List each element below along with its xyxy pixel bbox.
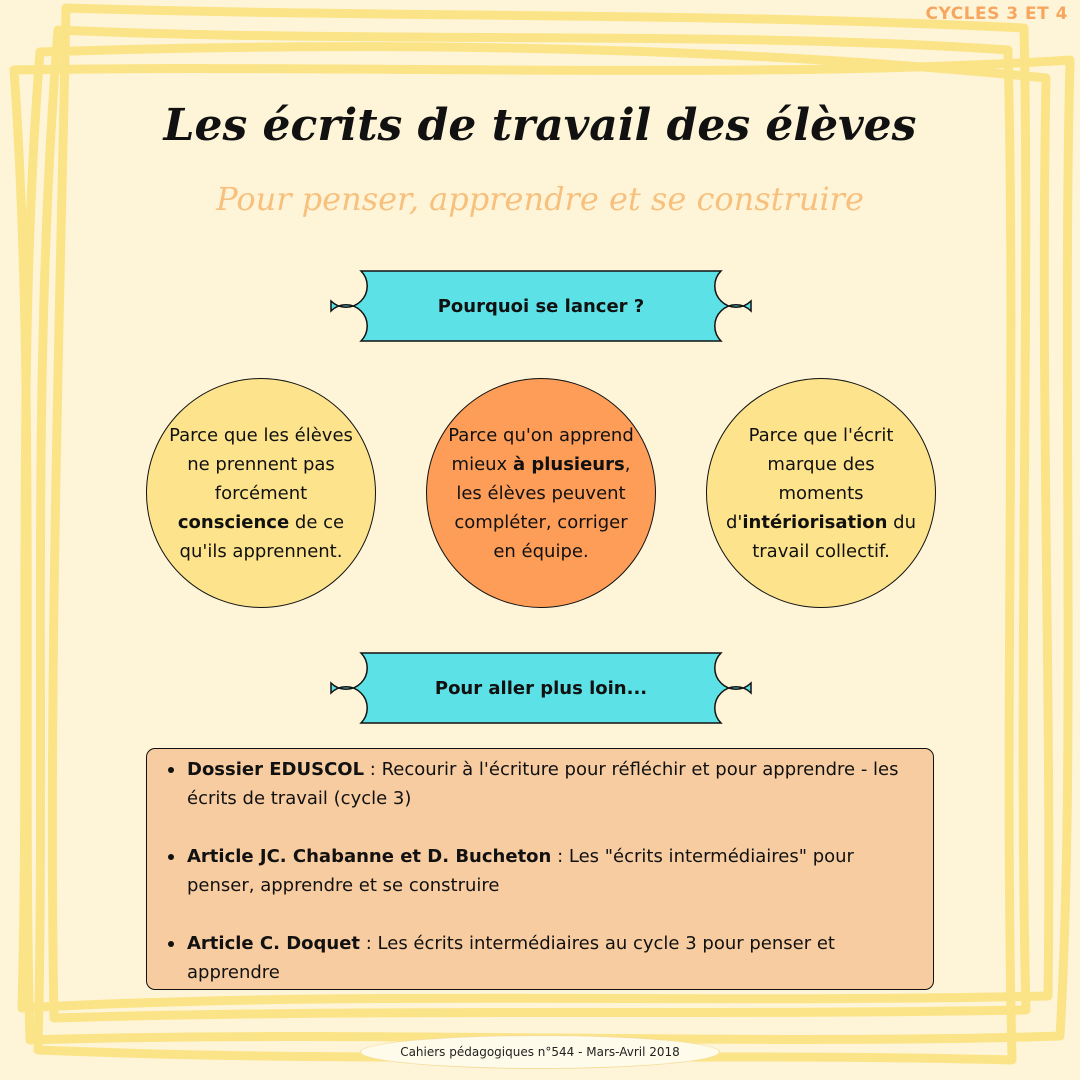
references-list [187, 755, 917, 987]
reference-item[interactable]: Article C. Doquet : Les écrits intermédiaires au cycle 3 pour penser et apprendre [187, 929, 917, 987]
banner-label: Pourquoi se lancer ? [437, 295, 645, 317]
cycle-tag: CYCLES 3 ET 4 [925, 4, 1068, 24]
reason-circle-1 [146, 378, 376, 608]
banner-pourquoi [330, 270, 752, 342]
reference-item[interactable]: Article JC. Chabanne et D. Bucheton : Les "écrits intermédiaires" pour penser, apprendre et se construire [187, 842, 917, 900]
reason-circle-3 [706, 378, 936, 608]
page-title: Les écrits de travail des élèves [163, 100, 917, 151]
reason-text: Parce qu'on apprend mieux à plusieurs, les élèves peuvent compléter, corriger en équipe. [448, 424, 634, 562]
banner-plus-loin [330, 652, 752, 724]
references-box [146, 748, 934, 990]
page-subtitle: Pour penser, apprendre et se construire [216, 180, 864, 218]
reason-text: Parce que les élèves ne prennent pas forcément conscience de ce qu'ils apprennent. [169, 424, 353, 562]
reason-text: Parce que l'écrit marque des moments d'intériorisation du travail collectif. [725, 424, 916, 562]
source-footer: Cahiers pédagogiques n°544 - Mars-Avril 2018 [360, 1035, 720, 1069]
reason-circle-2 [426, 378, 656, 608]
banner-label: Pour aller plus loin... [434, 677, 648, 699]
reference-item[interactable]: Dossier EDUSCOL : Recourir à l'écriture pour réfléchir et pour apprendre - les écrits de travail (cycle 3) [187, 755, 917, 813]
